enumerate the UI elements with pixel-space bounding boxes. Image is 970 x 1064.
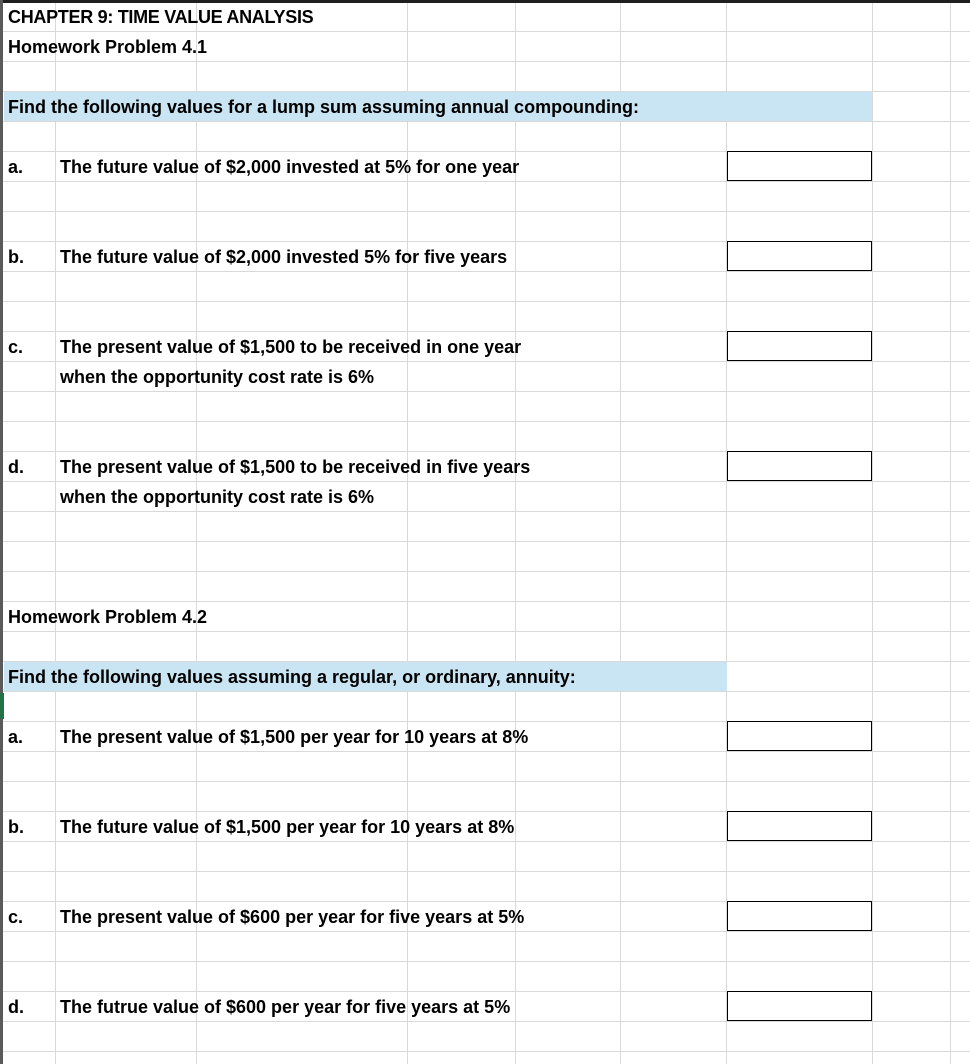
p1-item-a-label: a. xyxy=(8,157,24,177)
p1-item-c-text-line1: The present value of $1,500 to be received in one year xyxy=(60,337,522,357)
row-gridline xyxy=(0,1051,970,1052)
p1-item-d-label: d. xyxy=(8,457,24,477)
selected-row-indicator xyxy=(0,693,4,719)
p2-item-d-label: d. xyxy=(8,997,24,1017)
sheet-title: CHAPTER 9: TIME VALUE ANALYSIS xyxy=(8,7,314,27)
p2-item-c-text: The present value of $600 per year for five years at 5% xyxy=(60,907,525,927)
p1-item-d-text-line1: The present value of $1,500 to be received in five years xyxy=(60,457,531,477)
p2-item-c-answer-cell[interactable] xyxy=(727,901,872,931)
row-gridline xyxy=(0,871,970,872)
column-gridline xyxy=(950,0,951,1064)
column-gridline xyxy=(872,0,873,1064)
column-gridline xyxy=(55,0,56,1064)
p1-item-c-text-line2: when the opportunity cost rate is 6% xyxy=(60,367,375,387)
problem2-instruction: Find the following values assuming a regular, or ordinary, annuity: xyxy=(8,667,576,687)
p2-item-a-text: The present value of $1,500 per year for 10 years at 8% xyxy=(60,727,529,747)
problem2-heading: Homework Problem 4.2 xyxy=(8,607,208,627)
row-gridline xyxy=(0,211,970,212)
p1-item-d-text-line2: when the opportunity cost rate is 6% xyxy=(60,487,375,507)
p1-item-d-answer-cell[interactable] xyxy=(727,451,872,481)
p1-item-b-answer-cell[interactable] xyxy=(727,241,872,271)
p2-item-d-answer-cell[interactable] xyxy=(727,991,872,1021)
row-gridline xyxy=(0,301,970,302)
p2-item-b-answer-cell[interactable] xyxy=(727,811,872,841)
p1-item-c-answer-cell[interactable] xyxy=(727,331,872,361)
p2-item-b-label: b. xyxy=(8,817,24,837)
column-gridline xyxy=(620,0,621,1064)
p1-item-a-text: The future value of $2,000 invested at 5% for one year xyxy=(60,157,520,177)
p2-item-a-answer-cell[interactable] xyxy=(727,721,872,751)
row-gridline xyxy=(0,421,970,422)
problem1-instruction: Find the following values for a lump sum assuming annual compounding: xyxy=(8,97,640,117)
row-gridline xyxy=(0,781,970,782)
p2-item-d-text: The futrue value of $600 per year for five years at 5% xyxy=(60,997,511,1017)
p2-item-c-label: c. xyxy=(8,907,24,927)
row-header-border xyxy=(0,0,3,1064)
p1-item-c-label: c. xyxy=(8,337,24,357)
row-gridline xyxy=(0,961,970,962)
row-gridline xyxy=(0,571,970,572)
row-gridline xyxy=(0,541,970,542)
p2-item-b-text: The future value of $1,500 per year for 10 years at 8% xyxy=(60,817,515,837)
problem1-heading: Homework Problem 4.1 xyxy=(8,37,208,57)
p1-item-a-answer-cell[interactable] xyxy=(727,151,872,181)
p1-item-b-label: b. xyxy=(8,247,24,267)
p1-item-b-text: The future value of $2,000 invested 5% for five years xyxy=(60,247,508,267)
p2-item-a-label: a. xyxy=(8,727,24,747)
